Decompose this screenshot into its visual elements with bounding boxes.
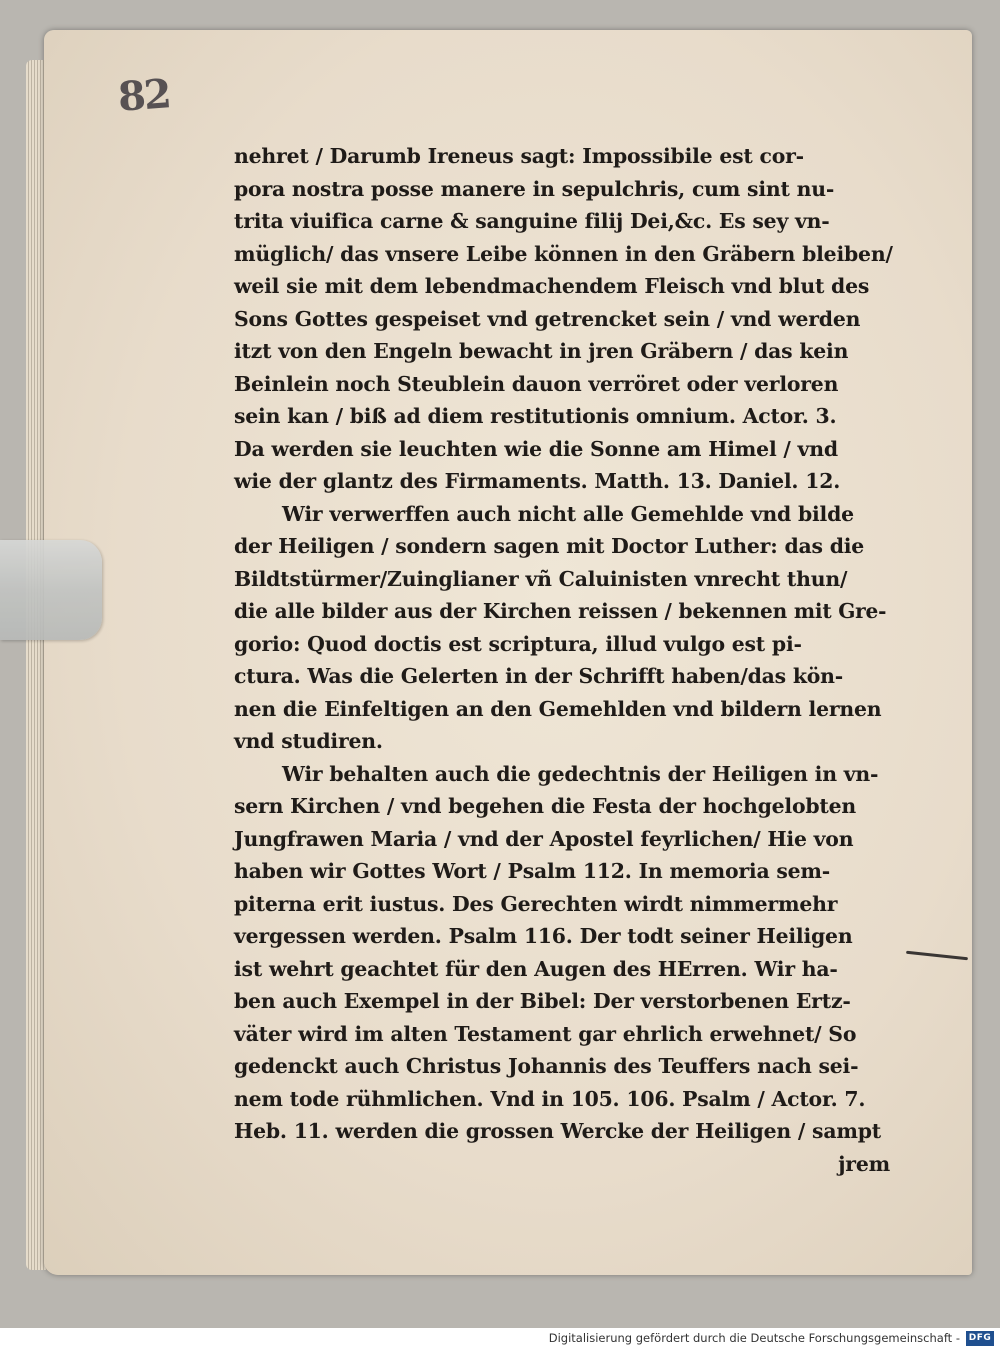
text-line: weil sie mit dem lebendmachendem Fleisch vnd blut des (234, 274, 870, 298)
page-text (234, 140, 894, 1180)
text-line: haben wir Gottes Wort / Psalm 112. In memoria sem- (234, 859, 831, 883)
text-line: Wir verwerffen auch nicht alle Gemehlde vnd bilde (282, 501, 854, 526)
text-line: vergessen werden. Psalm 116. Der todt seiner Heiligen (234, 924, 853, 948)
text-line: Jungfrawen Maria / vnd der Apostel feyrlichen/ Hie von (234, 826, 854, 851)
bookmark-tab (0, 540, 102, 640)
text-line: nen die Einfeltigen an den Gemehlden vnd bildern lernen (234, 696, 882, 721)
text-line: müglich/ das vnsere Leibe können in den Gräbern bleiben/ (234, 241, 893, 266)
text-line: trita viuifica carne & sanguine filij Dei,&c. Es sey vn- (234, 209, 830, 233)
text-line: Sons Gottes gespeiset vnd getrencket sein / vnd werden (234, 306, 861, 331)
text-line: ben auch Exempel in der Bibel: Der verstorbenen Ertz- (234, 989, 851, 1013)
text-line: Beinlein noch Steublein dauon verröret oder verloren (234, 371, 839, 396)
text-line: ctura. Was die Gelerten in der Schrifft haben/das kön- (234, 664, 844, 688)
text-line: der Heiligen / sondern sagen mit Doctor Luther: das die (234, 534, 865, 558)
text-line: väter wird im alten Testament gar ehrlich erwehnet/ So (234, 1021, 857, 1046)
text-line: Da werden sie leuchten wie die Sonne am Himel / vnd (234, 436, 838, 461)
text-line: nem tode rühmlichen. Vnd in 105. 106. Psalm / Actor. 7. (234, 1086, 866, 1111)
text-line: sern Kirchen / vnd begehen die Festa der hochgelobten (234, 794, 857, 818)
funding-credit: Digitalisierung gefördert durch die Deutsche Forschungsgemeinschaft - (548, 1331, 960, 1345)
text-line: die alle bilder aus der Kirchen reissen / bekennen mit Gre- (234, 599, 887, 623)
text-line: ist wehrt geachtet für den Augen des HErren. Wir ha- (234, 956, 838, 981)
text-line: Heb. 11. werden die grossen Wercke der Heiligen / sampt (234, 1119, 881, 1143)
footer-bar (0, 1328, 1000, 1350)
text-line: Wir behalten auch die gedechtnis der Heiligen in vn- (282, 761, 879, 786)
text-line: Bildtstürmer/Zuinglianer vñ Caluinisten vnrecht thun/ (234, 566, 848, 591)
catchword: jrem (838, 1151, 890, 1176)
text-line: gorio: Quod doctis est scriptura, illud vulgo est pi- (234, 631, 802, 656)
text-line: itzt von den Engeln bewacht in jren Gräbern / das kein (234, 339, 849, 363)
text-line: piterna erit iustus. Des Gerechten wirdt nimmermehr (234, 891, 838, 916)
text-line: vnd studiren. (234, 729, 383, 753)
page-number: 82 (116, 70, 172, 121)
text-line: sein kan / biß ad diem restitutionis omnium. Actor. 3. (234, 404, 837, 428)
text-line: pora nostra posse manere in sepulchris, cum sint nu- (234, 176, 835, 201)
text-line: wie der glantz des Firmaments. Matth. 13. Daniel. 12. (234, 469, 841, 493)
dfg-logo-icon: DFG (966, 1331, 994, 1346)
text-line: nehret / Darumb Ireneus sagt: Impossibile est cor- (234, 144, 804, 168)
text-line: gedenckt auch Christus Johannis des Teuffers nach sei- (234, 1054, 859, 1078)
